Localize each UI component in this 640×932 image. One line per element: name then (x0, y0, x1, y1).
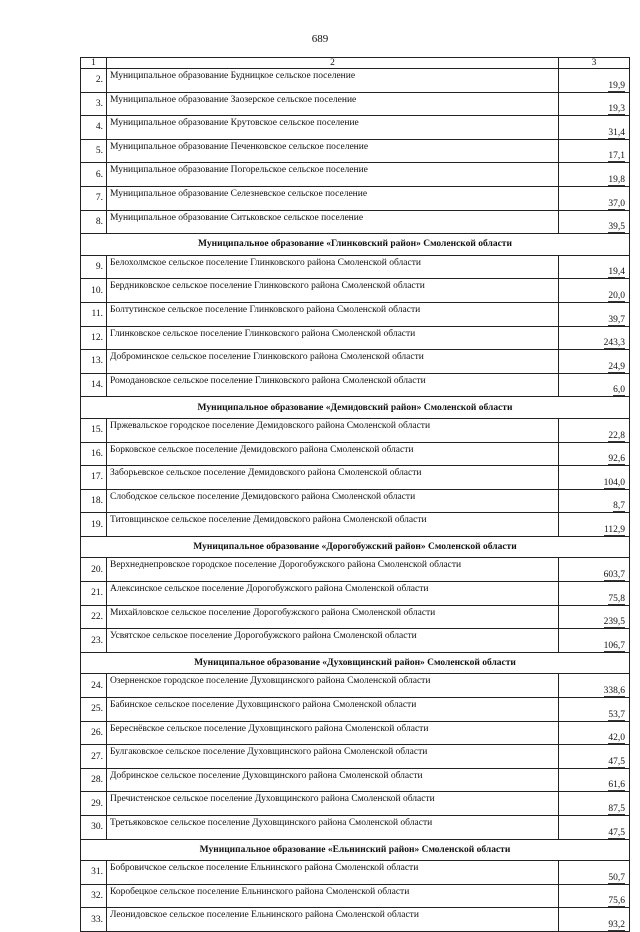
table-row (81, 884, 630, 908)
table-row (81, 418, 630, 442)
municipality-name: Бердниковское сельское поселение Глинковского района Смоленской области (107, 279, 559, 303)
value-cell (559, 210, 630, 234)
value-text: 239,5 (603, 617, 625, 628)
municipality-name: Борковское сельское поселение Демидовского района Смоленской области (107, 442, 559, 466)
row-number: 12. (81, 326, 107, 350)
table-row (81, 489, 630, 513)
value-text: 75,8 (608, 593, 625, 604)
value-text: 19,9 (608, 80, 625, 91)
value-cell (559, 674, 630, 698)
value-text: 61,6 (608, 780, 625, 791)
municipality-name: Муниципальное образование Селезневское сельское поселение (107, 186, 559, 210)
row-number: 11. (81, 302, 107, 326)
row-number: 19. (81, 513, 107, 537)
row-number: 22. (81, 605, 107, 629)
municipality-name: Булгаковское сельское поселение Духовщинского района Смоленской области (107, 745, 559, 769)
municipality-name: Береснёвское сельское поселение Духовщинского района Смоленской области (107, 721, 559, 745)
municipality-name: Муниципальное образование Крутовское сельское поселение (107, 116, 559, 140)
value-text: 19,4 (608, 267, 625, 278)
value-text: 39,5 (608, 222, 625, 233)
table-row (81, 116, 630, 140)
table-row (81, 302, 630, 326)
value-cell (559, 350, 630, 374)
row-number: 9. (81, 255, 107, 279)
municipality-name: Глинковское сельское поселение Глинковского района Смоленской области (107, 326, 559, 350)
table-row (81, 69, 630, 93)
value-cell (559, 698, 630, 722)
row-number: 27. (81, 745, 107, 769)
value-text: 75,6 (608, 896, 625, 907)
municipality-name: Доброминское сельское поселение Глинковского района Смоленской области (107, 350, 559, 374)
municipality-name: Верхнеднепровское городское поселение Дорогобужского района Смоленской области (107, 558, 559, 582)
row-number: 2. (81, 69, 107, 93)
municipality-name: Белохолмское сельское поселение Глинковского района Смоленской области (107, 255, 559, 279)
value-cell (559, 255, 630, 279)
row-number: 24. (81, 674, 107, 698)
value-text: 112,9 (603, 524, 625, 535)
table-row (81, 908, 630, 932)
row-number: 21. (81, 582, 107, 606)
value-cell (559, 489, 630, 513)
row-number: 4. (81, 116, 107, 140)
row-number: 31. (81, 861, 107, 885)
value-cell (559, 745, 630, 769)
table-row (81, 139, 630, 163)
value-text: 39,7 (608, 314, 625, 325)
row-number: 32. (81, 884, 107, 908)
value-text: 24,9 (608, 361, 625, 372)
municipality-name: Бабинское сельское поселение Духовщинского района Смоленской области (107, 698, 559, 722)
value-text: 19,8 (608, 174, 625, 185)
value-cell (559, 302, 630, 326)
value-text: 50,7 (608, 872, 625, 883)
municipality-name: Муниципальное образование Ситьковское сельское поселение (107, 210, 559, 234)
municipality-name: Третьяковское сельское поселение Духовщинского района Смоленской области (107, 816, 559, 840)
value-text: 17,1 (608, 151, 625, 162)
table-row (81, 442, 630, 466)
table-row (81, 629, 630, 653)
value-cell (559, 466, 630, 490)
section-header-row (81, 652, 630, 674)
municipality-name: Титовщинское сельское поселение Демидовского района Смоленской области (107, 513, 559, 537)
value-cell (559, 558, 630, 582)
table-row (81, 350, 630, 374)
value-cell (559, 792, 630, 816)
value-cell (559, 69, 630, 93)
table-row (81, 163, 630, 187)
value-cell (559, 279, 630, 303)
value-cell (559, 186, 630, 210)
value-text: 6,0 (613, 385, 625, 396)
row-number: 17. (81, 466, 107, 490)
value-cell (559, 163, 630, 187)
value-cell (559, 326, 630, 350)
municipality-name: Коробецкое сельское поселение Ельнинского района Смоленской области (107, 884, 559, 908)
section-title: Муниципальное образование «Ельнинский район» Смоленской области (81, 839, 630, 861)
value-cell (559, 373, 630, 397)
table-row (81, 466, 630, 490)
municipality-name: Болтутинское сельское поселение Глинковского района Смоленской области (107, 302, 559, 326)
table-row (81, 582, 630, 606)
value-text: 93,2 (608, 919, 625, 930)
row-number: 14. (81, 373, 107, 397)
table-row (81, 326, 630, 350)
value-cell (559, 768, 630, 792)
value-cell (559, 442, 630, 466)
table-row (81, 861, 630, 885)
table-row (81, 255, 630, 279)
municipality-name: Усвятское сельское поселение Дорогобужского района Смоленской области (107, 629, 559, 653)
value-cell (559, 861, 630, 885)
municipality-name: Слободское сельское поселение Демидовского района Смоленской области (107, 489, 559, 513)
table-row (81, 92, 630, 116)
table-row (81, 279, 630, 303)
table-row (81, 513, 630, 537)
value-cell (559, 816, 630, 840)
municipality-name: Алексинское сельское поселение Дорогобужского района Смоленской области (107, 582, 559, 606)
value-text: 338,6 (603, 686, 625, 697)
value-text: 92,6 (608, 454, 625, 465)
value-cell (559, 139, 630, 163)
table-header-row (81, 58, 630, 69)
value-text: 603,7 (603, 570, 625, 581)
value-cell (559, 116, 630, 140)
value-cell (559, 582, 630, 606)
value-cell (559, 513, 630, 537)
table-row (81, 698, 630, 722)
municipality-name: Добринское сельское поселение Духовщинского района Смоленской области (107, 768, 559, 792)
municipality-name: Озерненское городское поселение Духовщинского района Смоленской области (107, 674, 559, 698)
value-text: 47,5 (608, 827, 625, 838)
table-row (81, 816, 630, 840)
row-number: 28. (81, 768, 107, 792)
municipality-name: Муниципальное образование Печенковское сельское поселение (107, 139, 559, 163)
row-number: 5. (81, 139, 107, 163)
row-number: 15. (81, 418, 107, 442)
value-cell (559, 721, 630, 745)
municipality-name: Муниципальное образование Погорельское сельское поселение (107, 163, 559, 187)
table-row (81, 373, 630, 397)
table-row (81, 210, 630, 234)
row-number: 25. (81, 698, 107, 722)
row-number: 26. (81, 721, 107, 745)
row-number: 8. (81, 210, 107, 234)
value-text: 19,3 (608, 104, 625, 115)
value-text: 42,0 (608, 733, 625, 744)
row-number: 30. (81, 816, 107, 840)
section-header-row (81, 839, 630, 861)
value-text: 8,7 (613, 501, 625, 512)
row-number: 10. (81, 279, 107, 303)
municipality-name: Бобровичское сельское поселение Ельнинского района Смоленской области (107, 861, 559, 885)
value-cell (559, 884, 630, 908)
section-title: Муниципальное образование «Дорогобужский район» Смоленской области (81, 536, 630, 558)
row-number: 20. (81, 558, 107, 582)
value-text: 243,3 (603, 338, 625, 349)
municipality-name: Заборьевское сельское поселение Демидовского района Смоленской области (107, 466, 559, 490)
column-header-value: 3 (559, 58, 630, 69)
municipality-name: Ромодановское сельское поселение Глинковского района Смоленской области (107, 373, 559, 397)
row-number: 13. (81, 350, 107, 374)
value-text: 22,8 (608, 430, 625, 441)
row-number: 16. (81, 442, 107, 466)
value-text: 47,5 (608, 756, 625, 767)
section-header-row (81, 234, 630, 256)
row-number: 29. (81, 792, 107, 816)
column-header-number: 1 (81, 58, 107, 69)
value-cell (559, 629, 630, 653)
row-number: 23. (81, 629, 107, 653)
row-number: 6. (81, 163, 107, 187)
data-table (80, 57, 630, 932)
section-header-row (81, 397, 630, 419)
section-title: Муниципальное образование «Демидовский район» Смоленской области (81, 397, 630, 419)
value-cell (559, 418, 630, 442)
value-cell (559, 92, 630, 116)
table-row (81, 792, 630, 816)
municipality-name: Муниципальное образование Заозерское сельское поселение (107, 92, 559, 116)
municipality-name: Михайловское сельское поселение Дорогобужского района Смоленской области (107, 605, 559, 629)
row-number: 7. (81, 186, 107, 210)
row-number: 33. (81, 908, 107, 932)
value-text: 37,0 (608, 198, 625, 209)
section-title: Муниципальное образование «Глинковский район» Смоленской области (81, 234, 630, 256)
municipality-name: Пречистенское сельское поселение Духовщинского района Смоленской области (107, 792, 559, 816)
value-text: 87,5 (608, 804, 625, 814)
value-text: 106,7 (603, 640, 625, 651)
row-number: 3. (81, 92, 107, 116)
value-cell (559, 605, 630, 629)
table-row (81, 186, 630, 210)
column-header-name: 2 (107, 58, 559, 69)
table-body (81, 69, 630, 932)
table-row (81, 745, 630, 769)
table-row (81, 768, 630, 792)
value-text: 53,7 (608, 709, 625, 720)
municipality-name: Муниципальное образование Будницкое сельское поселение (107, 69, 559, 93)
municipality-name: Пржевальское городское поселение Демидовского района Смоленской области (107, 418, 559, 442)
value-text: 104,0 (603, 477, 625, 488)
section-title: Муниципальное образование «Духовщинский район» Смоленской области (81, 652, 630, 674)
value-text: 31,4 (608, 127, 625, 138)
value-text: 20,0 (608, 290, 625, 301)
municipality-name: Леонидовское сельское поселение Ельнинского района Смоленской области (107, 908, 559, 932)
table-row (81, 605, 630, 629)
value-cell (559, 908, 630, 932)
page-number: 689 (311, 33, 329, 45)
row-number: 18. (81, 489, 107, 513)
table-row (81, 558, 630, 582)
section-header-row (81, 536, 630, 558)
table-row (81, 674, 630, 698)
table-row (81, 721, 630, 745)
